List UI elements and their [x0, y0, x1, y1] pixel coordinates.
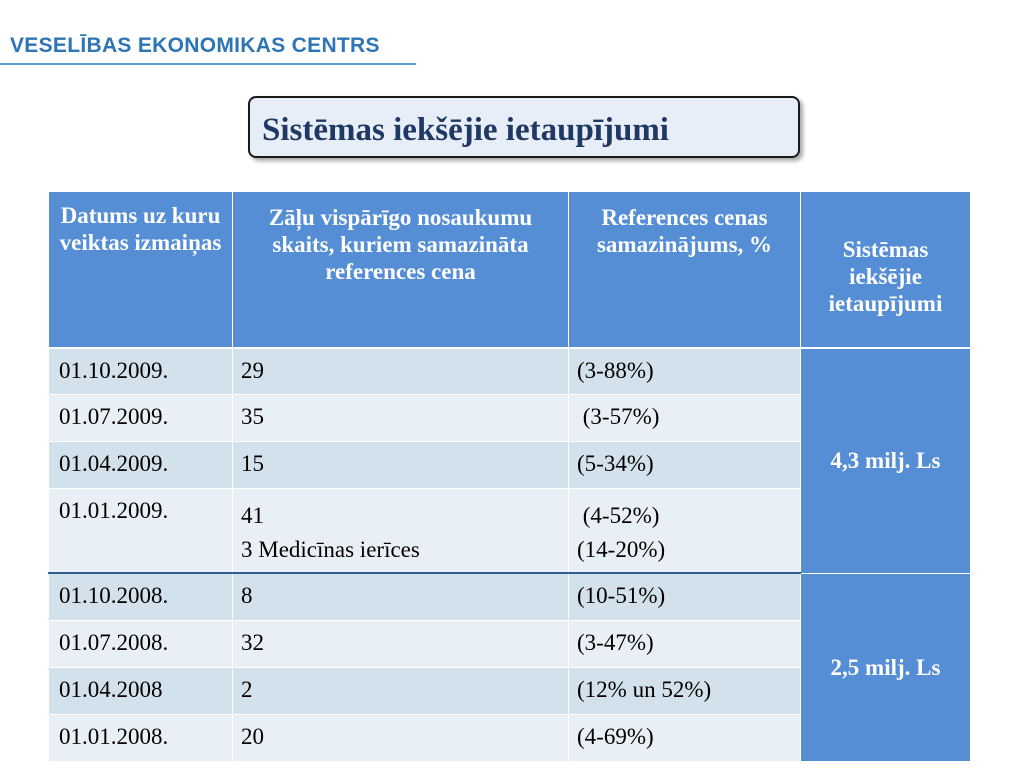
header-savings: Sistēmas iekšējie ietaupījumi — [801, 192, 971, 348]
cell-count: 20 — [233, 714, 569, 761]
cell-reduction: (3-57%) — [569, 395, 801, 442]
cell-date: 01.07.2009. — [49, 395, 233, 442]
header-date: Datums uz kuru veiktas izmaiņas — [49, 192, 233, 348]
table-header-row — [49, 192, 971, 348]
cell-count: 15 — [233, 442, 569, 489]
cell-reduction-line-2: (14-20%) — [577, 537, 666, 562]
cell-reduction-line-1: (4-52%) — [577, 503, 660, 528]
cell-savings-2009: 4,3 milj. Ls — [801, 348, 971, 574]
cell-count-line-2: 3 Medicīnas ierīces — [241, 537, 420, 562]
cell-count: 35 — [233, 395, 569, 442]
cell-reduction: (12% un 52%) — [569, 667, 801, 714]
cell-date: 01.07.2008. — [49, 620, 233, 667]
table-row — [49, 348, 971, 395]
cell-count: 2 — [233, 667, 569, 714]
brand-underline — [0, 63, 416, 65]
slide-title: Sistēmas iekšējie ietaupījumi — [262, 112, 669, 148]
cell-date: 01.10.2008. — [49, 573, 233, 620]
cell-savings-2008: 2,5 milj. Ls — [801, 573, 971, 761]
cell-reduction — [569, 489, 801, 574]
cell-count: 29 — [233, 348, 569, 395]
cell-date: 01.04.2008 — [49, 667, 233, 714]
cell-count — [233, 489, 569, 574]
savings-table — [48, 191, 971, 762]
header-reduction: References cenas samazinājums, % — [569, 192, 801, 348]
cell-count: 32 — [233, 620, 569, 667]
cell-date: 01.01.2009. — [49, 489, 233, 574]
slide-title-box — [248, 96, 800, 158]
cell-reduction: (3-88%) — [569, 348, 801, 395]
cell-count: 8 — [233, 573, 569, 620]
cell-count-line-1: 41 — [241, 503, 264, 528]
brand-logo-text: VESELĪBAS EKONOMIKAS CENTRS — [10, 34, 380, 57]
cell-reduction: (3-47%) — [569, 620, 801, 667]
cell-date: 01.10.2009. — [49, 348, 233, 395]
cell-reduction: (5-34%) — [569, 442, 801, 489]
header-count: Zāļu vispārīgo nosaukumu skaits, kuriem samazināta references cena — [233, 192, 569, 348]
cell-date: 01.04.2009. — [49, 442, 233, 489]
cell-reduction: (10-51%) — [569, 573, 801, 620]
cell-reduction: (4-69%) — [569, 714, 801, 761]
cell-date: 01.01.2008. — [49, 714, 233, 761]
table-row — [49, 573, 971, 620]
